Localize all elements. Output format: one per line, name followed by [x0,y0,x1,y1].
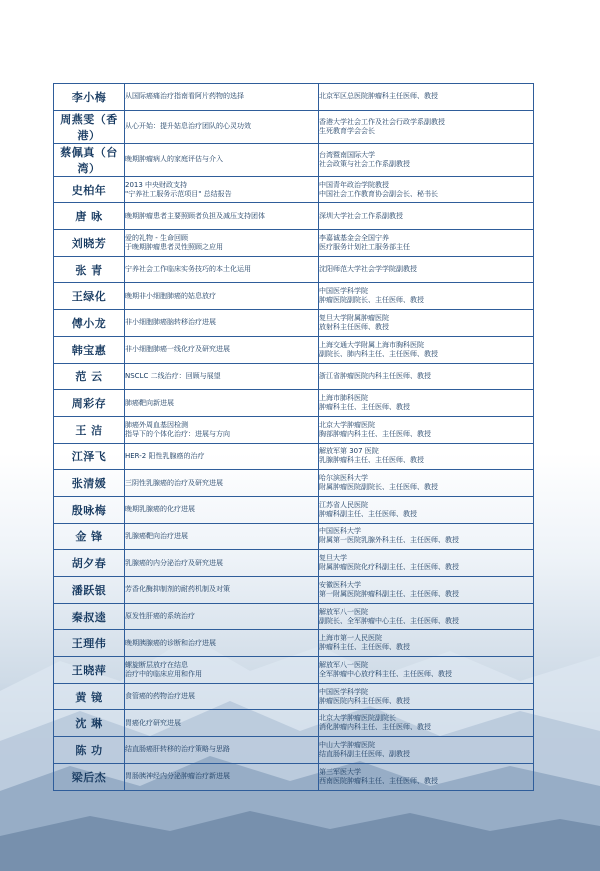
affiliation-line: 上海市肺科医院 [319,394,368,403]
talk-topic-line: "宁养社工服务示范项目" 总结报告 [125,189,232,198]
affiliation-line: 社会政策与社会工作系副教授 [319,159,410,168]
speaker-row [54,110,534,143]
speaker-name: 张清媛 [54,470,125,497]
speaker-name: 胡夕春 [54,550,125,577]
speaker-name: 张 青 [54,256,125,283]
talk-topic-line: 原发性肝癌的系统治疗 [125,612,195,621]
affiliation-line: 香港大学社会工作及社会行政学系副教授 [319,117,445,126]
affiliation-line: 沈阳师范大学社会学学院副教授 [319,265,417,274]
talk-topic-line: 非小细胞肺癌脑转移治疗进展 [125,318,216,327]
speaker-name: 范 云 [54,363,125,390]
speaker-row [54,176,534,203]
talk-topic-line: 治疗中的临床应用和作用 [125,669,202,678]
speaker-name: 王绿化 [54,283,125,310]
talk-topic-line: 非小细胞肺癌一线化疗及研究进展 [125,345,230,354]
speaker-affiliation [319,603,534,630]
talk-topic-line: 晚期肿瘤病人的家庭评估与介入 [125,155,223,164]
affiliation-line: 北京大学肿瘤医院副院长 [319,714,396,723]
talk-topic-line: 肺癌外周血基因检测 [125,420,188,429]
talk-topic [125,110,319,143]
affiliation-line: 复旦大学附属肿瘤医院 [319,313,389,322]
talk-topic-line: 三阴性乳腺癌的治疗及研究进展 [125,478,223,487]
speaker-row [54,577,534,604]
talk-topic-line: NSCLC 二线治疗：回顾与展望 [125,371,221,380]
speaker-row [54,310,534,337]
speaker-name: 周彩存 [54,390,125,417]
affiliation-line: 中国社会工作教育协会副会长、秘书长 [319,189,438,198]
talk-topic-line: 食管癌的药物治疗进展 [125,692,195,701]
speaker-name: 王晓萍 [54,657,125,684]
affiliation-line: 中山大学肿瘤医院 [319,740,375,749]
speaker-affiliation [319,256,534,283]
speaker-affiliation [319,737,534,764]
speaker-affiliation [319,203,534,230]
talk-topic-line: 于晚期肿瘤患者灵性照顾之应用 [125,242,223,251]
affiliation-line: 李嘉诚基金会全国宁养 [319,233,389,242]
speaker-row [54,550,534,577]
speaker-affiliation [319,84,534,111]
speaker-row [54,683,534,710]
talk-topic [125,630,319,657]
affiliation-line: 附属第一医院乳腺外科主任、主任医师、教授 [319,536,459,545]
affiliation-line: 台湾暨南国际大学 [319,150,375,159]
speaker-affiliation [319,143,534,176]
talk-topic [125,470,319,497]
affiliation-line: 北京大学肿瘤医院 [319,420,375,429]
talk-topic [125,256,319,283]
affiliation-line: 附属肿瘤医院副院长、主任医师、教授 [319,483,438,492]
speaker-row [54,283,534,310]
speaker-row [54,630,534,657]
speaker-name: 李小梅 [54,84,125,111]
talk-topic-line: HER-2 阳性乳腺癌的治疗 [125,451,205,460]
speaker-name: 傅小龙 [54,310,125,337]
talk-topic-line: 晚期胰腺癌的诊断和治疗进展 [125,638,216,647]
speaker-name: 王理伟 [54,630,125,657]
affiliation-line: 生死教育学会会长 [319,126,375,135]
affiliation-line: 肿瘤医院内科主任医师、教授 [319,696,410,705]
speaker-name: 梁后杰 [54,763,125,790]
talk-topic-line: 爱的礼物 - 生命回顾 [125,233,188,242]
affiliation-line: 上海交通大学附属上海市胸科医院 [319,340,424,349]
affiliation-line: 消化肿瘤内科主任、主任医师、教授 [319,723,431,732]
speaker-row [54,203,534,230]
talk-topic [125,683,319,710]
affiliation-line: 复旦大学 [319,554,347,563]
speaker-affiliation [319,390,534,417]
talk-topic-line: 乳腺癌靶向治疗进展 [125,531,188,540]
talk-topic [125,763,319,790]
affiliation-line: 附属肿瘤医院化疗科副主任、主任医师、教授 [319,563,459,572]
affiliation-line: 副院长、全军肿瘤中心主任、主任医师、教授 [319,616,459,625]
speaker-name: 陈 功 [54,737,125,764]
speaker-row [54,416,534,443]
talk-topic [125,523,319,550]
speaker-affiliation [319,577,534,604]
speaker-name: 金 锋 [54,523,125,550]
speaker-name: 周燕雯（香港） [54,110,125,143]
talk-topic-line: 指导下的个体化治疗：进展与方向 [125,429,230,438]
talk-topic [125,416,319,443]
affiliation-line: 肿瘤科主任、主任医师、教授 [319,643,410,652]
affiliation-line: 第一附属医院肿瘤科副主任、主任医师、教授 [319,589,459,598]
talk-topic [125,390,319,417]
speaker-affiliation [319,550,534,577]
affiliation-line: 中国医学科学院 [319,687,368,696]
speaker-name: 黄 镜 [54,683,125,710]
speaker-affiliation [319,176,534,203]
speaker-name: 刘晓芳 [54,230,125,257]
speaker-name: 蔡佩真（台湾） [54,143,125,176]
speaker-affiliation [319,523,534,550]
talk-topic [125,577,319,604]
speaker-row [54,763,534,790]
talk-topic-line: 结直肠癌肝转移的治疗策略与思路 [125,745,230,754]
affiliation-line: 乳腺肿瘤科主任、主任医师、教授 [319,456,424,465]
talk-topic [125,84,319,111]
affiliation-line: 医疗服务计划社工服务部主任 [319,242,410,251]
speaker-name: 史柏年 [54,176,125,203]
talk-topic-line: 芳香化酶抑制剂的耐药机制及对策 [125,585,230,594]
affiliation-line: 哈尔滨医科大学 [319,474,368,483]
talk-topic [125,710,319,737]
affiliation-line: 肿瘤科主任、主任医师、教授 [319,403,410,412]
speaker-affiliation [319,336,534,363]
speaker-affiliation [319,416,534,443]
affiliation-line: 中国医科大学 [319,527,361,536]
speaker-row [54,603,534,630]
speaker-name: 殷咏梅 [54,496,125,523]
speaker-name: 秦叔逵 [54,603,125,630]
speaker-row [54,230,534,257]
speaker-row [54,523,534,550]
speaker-name: 韩宝惠 [54,336,125,363]
affiliation-line: 中国医学科学院 [319,287,368,296]
affiliation-line: 放射科主任医师、教授 [319,322,389,331]
talk-topic-line: 晚期乳腺癌的化疗进展 [125,505,195,514]
speaker-row [54,710,534,737]
affiliation-line: 副院长、肺内科主任、主任医师、教授 [319,349,438,358]
speaker-row [54,443,534,470]
speaker-affiliation [319,657,534,684]
speaker-row [54,470,534,497]
talk-topic [125,657,319,684]
speaker-name: 沈 琳 [54,710,125,737]
talk-topic [125,310,319,337]
talk-topic [125,143,319,176]
talk-topic [125,283,319,310]
speaker-row [54,363,534,390]
talk-topic-line: 肺癌靶向新进展 [125,398,174,407]
talk-topic-line: 晚期肿瘤患者主要照顾者负担及减压支持团体 [125,211,265,220]
talk-topic [125,363,319,390]
affiliation-line: 结直肠科副主任医师、副教授 [319,749,410,758]
speaker-row [54,84,534,111]
speaker-affiliation [319,496,534,523]
speaker-name: 江泽飞 [54,443,125,470]
speaker-affiliation [319,283,534,310]
speaker-affiliation [319,110,534,143]
affiliation-line: 解放军八一医院 [319,607,368,616]
affiliation-line: 胸部肿瘤内科主任、主任医师、教授 [319,429,431,438]
talk-topic [125,443,319,470]
speaker-affiliation [319,630,534,657]
speaker-affiliation [319,310,534,337]
talk-topic-line: 胃肠胰神经内分泌肿瘤治疗新进展 [125,772,230,781]
talk-topic [125,230,319,257]
speaker-row [54,657,534,684]
talk-topic-line: 2013 中央财政支持 [125,180,188,189]
talk-topic [125,203,319,230]
affiliation-line: 全军肿瘤中心放疗科主任、主任医师、教授 [319,669,452,678]
speaker-row [54,336,534,363]
talk-topic [125,737,319,764]
speaker-name: 王 洁 [54,416,125,443]
talk-topic-line: 乳腺癌的内分泌治疗及研究进展 [125,558,223,567]
speaker-affiliation [319,683,534,710]
speaker-schedule-table [53,83,534,791]
affiliation-line: 肿瘤科副主任、主任医师、教授 [319,509,417,518]
affiliation-line: 安徽医科大学 [319,580,361,589]
speaker-affiliation [319,230,534,257]
affiliation-line: 解放军第 307 医院 [319,447,379,456]
affiliation-line: 深圳大学社会工作系副教授 [319,211,403,220]
speaker-row [54,143,534,176]
talk-topic [125,176,319,203]
affiliation-line: 西南医院肿瘤科主任、主任医师、教授 [319,776,438,785]
affiliation-line: 肿瘤医院副院长、主任医师、教授 [319,296,424,305]
talk-topic-line: 从心开始：提升姑息治疗团队的心灵功效 [125,122,251,131]
affiliation-line: 解放军八一医院 [319,660,368,669]
affiliation-line: 浙江省肿瘤医院内科主任医师、教授 [319,371,431,380]
speaker-affiliation [319,443,534,470]
affiliation-line: 上海市第一人民医院 [319,634,382,643]
speaker-affiliation [319,470,534,497]
speaker-row [54,256,534,283]
speaker-name: 潘跃银 [54,577,125,604]
talk-topic [125,603,319,630]
affiliation-line: 江苏省人民医院 [319,500,368,509]
speaker-row [54,496,534,523]
affiliation-line: 中国青年政治学院教授 [319,180,389,189]
speaker-affiliation [319,710,534,737]
speaker-name: 唐 咏 [54,203,125,230]
talk-topic-line: 晚期非小细胞肺癌的姑息放疗 [125,291,216,300]
speaker-row [54,390,534,417]
affiliation-line: 第三军医大学 [319,767,361,776]
speaker-affiliation [319,363,534,390]
talk-topic [125,496,319,523]
talk-topic-line: 胃癌化疗研究进展 [125,718,181,727]
talk-topic-line: 螺旋断层放疗在结息 [125,660,188,669]
talk-topic-line: 宁养社会工作临床实务技巧的本土化运用 [125,265,251,274]
affiliation-line: 北京军区总医院肿瘤科主任医师、教授 [319,92,438,101]
speaker-row [54,737,534,764]
talk-topic [125,550,319,577]
talk-topic-line: 从国际癌痛治疗指南看阿片药物的选择 [125,92,244,101]
speaker-affiliation [319,763,534,790]
talk-topic [125,336,319,363]
